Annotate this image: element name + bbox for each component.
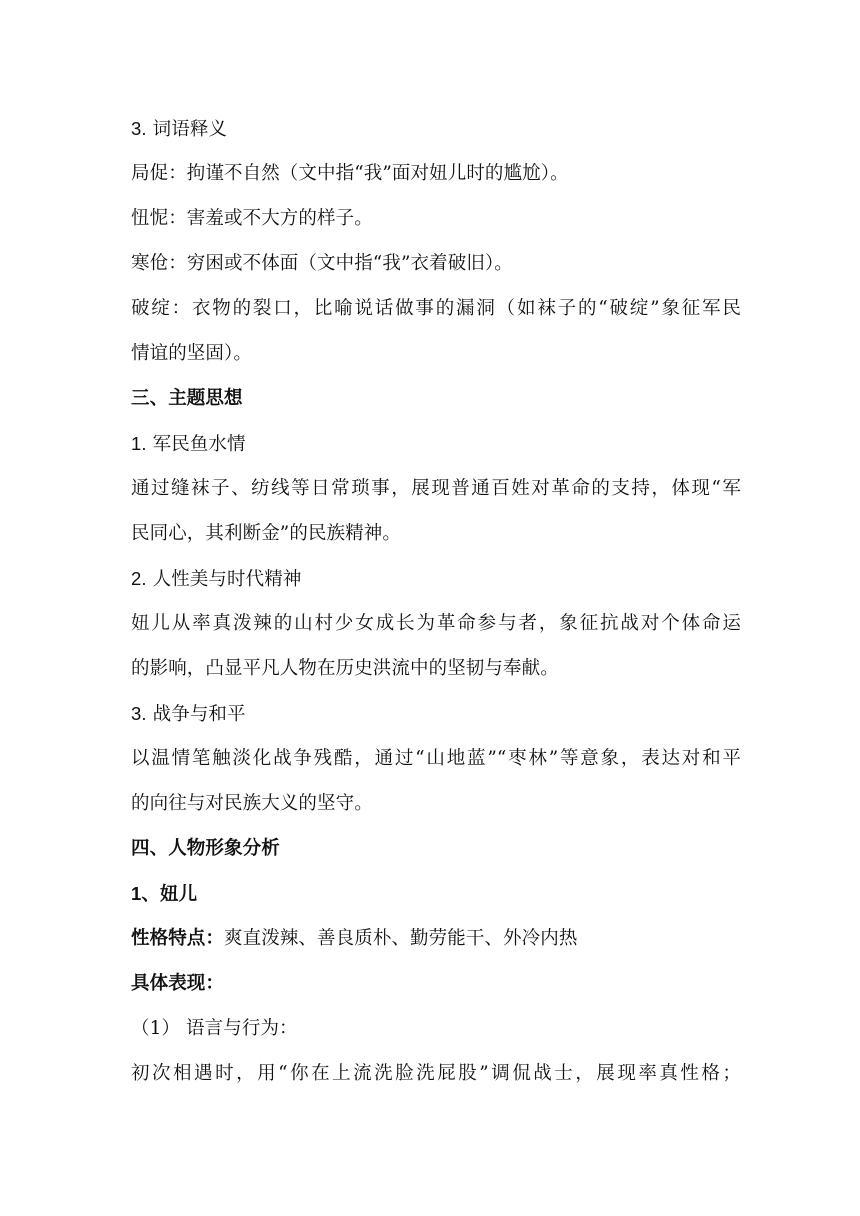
- section-heading-characters: 四、人物形象分析: [131, 838, 280, 859]
- subheading-word-definitions: 3. 词语释义: [131, 118, 228, 140]
- paragraph-theme1-line2: 民同心，其利断金”的民族精神。: [131, 523, 401, 544]
- definition-hanchen: 寒伧：穷困或不体面（文中指“我”衣着破旧）。: [131, 253, 513, 274]
- definition-niuni: 忸怩：害羞或不大方的样子。: [131, 208, 373, 229]
- paragraph-theme3-line2: 的向往与对民族大义的坚守。: [131, 793, 373, 814]
- definition-juchu: 局促：拘谨不自然（文中指“我”面对妞儿时的尴尬）。: [131, 163, 569, 184]
- specific-performance-label: 具体表现：: [131, 973, 225, 994]
- subheading-niuer: 1、妞儿: [131, 883, 198, 905]
- definition-pozhan-line2: 情谊的坚固）。: [131, 343, 252, 364]
- subheading-military-civilian: 1. 军民鱼水情: [131, 433, 246, 455]
- section-heading-theme: 三、主题思想: [131, 388, 243, 409]
- paragraph-theme1-line1: 通过缝袜子、纺线等日常琐事，展现普通百姓对革命的支持，体现“军: [131, 478, 741, 499]
- paragraph-theme3-line1: 以温情笔触淡化战争残酷，通过“山地蓝”“枣林”等意象，表达对和平: [131, 748, 741, 769]
- definition-pozhan-line1: 破绽：衣物的裂口，比喻说话做事的漏洞（如袜子的“破绽”象征军民: [131, 298, 741, 319]
- item-speech-behavior: （1） 语言与行为：: [131, 1018, 298, 1039]
- paragraph-first-meeting: 初次相遇时，用“你在上流洗脸洗屁股”调侃战士，展现率真性格；: [131, 1063, 741, 1084]
- paragraph-theme2-line1: 妞儿从率真泼辣的山村少女成长为革命参与者，象征抗战对个体命运: [131, 613, 741, 634]
- subheading-war-peace: 3. 战争与和平: [131, 703, 246, 725]
- paragraph-theme2-line2: 的影响，凸显平凡人物在历史洪流中的坚韧与奉献。: [131, 658, 559, 679]
- personality-label: 性格特点：: [131, 928, 225, 949]
- subheading-humanity: 2. 人性美与时代精神: [131, 568, 302, 590]
- personality-traits: 性格特点：爽直泼辣、善良质朴、勤劳能干、外冷内热: [131, 928, 578, 949]
